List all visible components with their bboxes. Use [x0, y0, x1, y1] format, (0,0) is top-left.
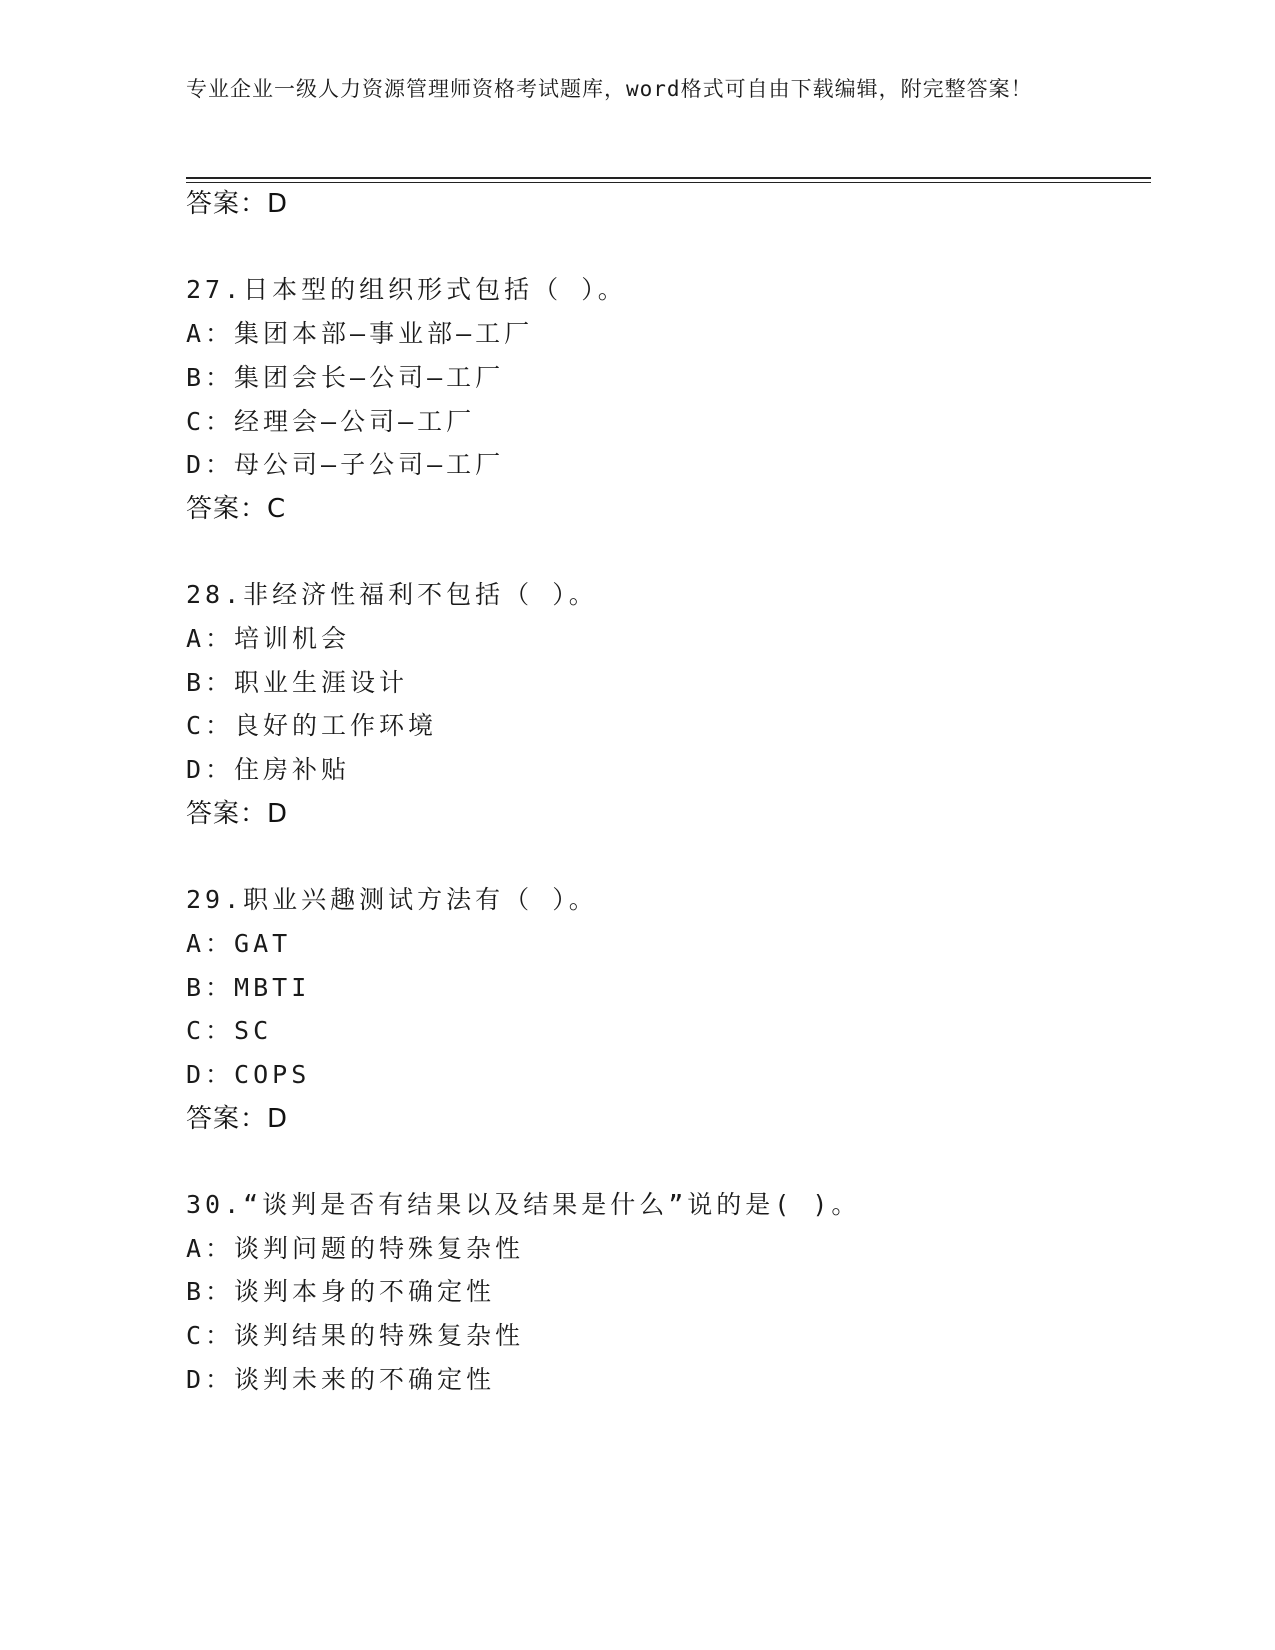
question-29-text: 29.职业兴趣测试方法有（ ）。: [186, 885, 598, 914]
question-28-option-c: C：良好的工作环境: [186, 711, 438, 740]
question-28-text: 28.非经济性福利不包括（ ）。: [186, 580, 598, 609]
header-divider: [186, 177, 1151, 183]
question-28-answer: 答案：D: [186, 799, 289, 829]
question-30-option-c: C：谈判结果的特殊复杂性: [186, 1321, 525, 1350]
question-29-option-d: D：COPS: [186, 1060, 311, 1089]
question-27-option-b: B：集团会长—公司—工厂: [186, 363, 505, 392]
question-27-answer: 答案：C: [186, 494, 287, 524]
question-28-option-a: A：培训机会: [186, 624, 351, 653]
question-30-option-b: B：谈判本身的不确定性: [186, 1277, 496, 1306]
question-27-option-c: C：经理会—公司—工厂: [186, 407, 476, 436]
question-30-text: 30.“谈判是否有结果以及结果是什么”说的是( )。: [186, 1190, 861, 1219]
question-27-text: 27.日本型的组织形式包括（ ）。: [186, 275, 627, 304]
question-29-option-b: B：MBTI: [186, 973, 311, 1002]
question-29-answer: 答案：D: [186, 1104, 289, 1134]
question-30-option-d: D：谈判未来的不确定性: [186, 1365, 496, 1394]
document-header: 专业企业一级人力资源管理师资格考试题库，word格式可自由下载编辑，附完整答案！: [186, 77, 1033, 101]
question-27-option-d: D：母公司—子公司—工厂: [186, 450, 505, 479]
question-30-option-a: A：谈判问题的特殊复杂性: [186, 1234, 525, 1263]
previous-answer: 答案：D: [186, 189, 289, 219]
question-29-option-c: C：SC: [186, 1016, 273, 1045]
question-27-option-a: A：集团本部—事业部—工厂: [186, 319, 534, 348]
question-29-option-a: A：GAT: [186, 929, 292, 958]
question-28-option-b: B：职业生涯设计: [186, 668, 409, 697]
question-28-option-d: D：住房补贴: [186, 755, 351, 784]
